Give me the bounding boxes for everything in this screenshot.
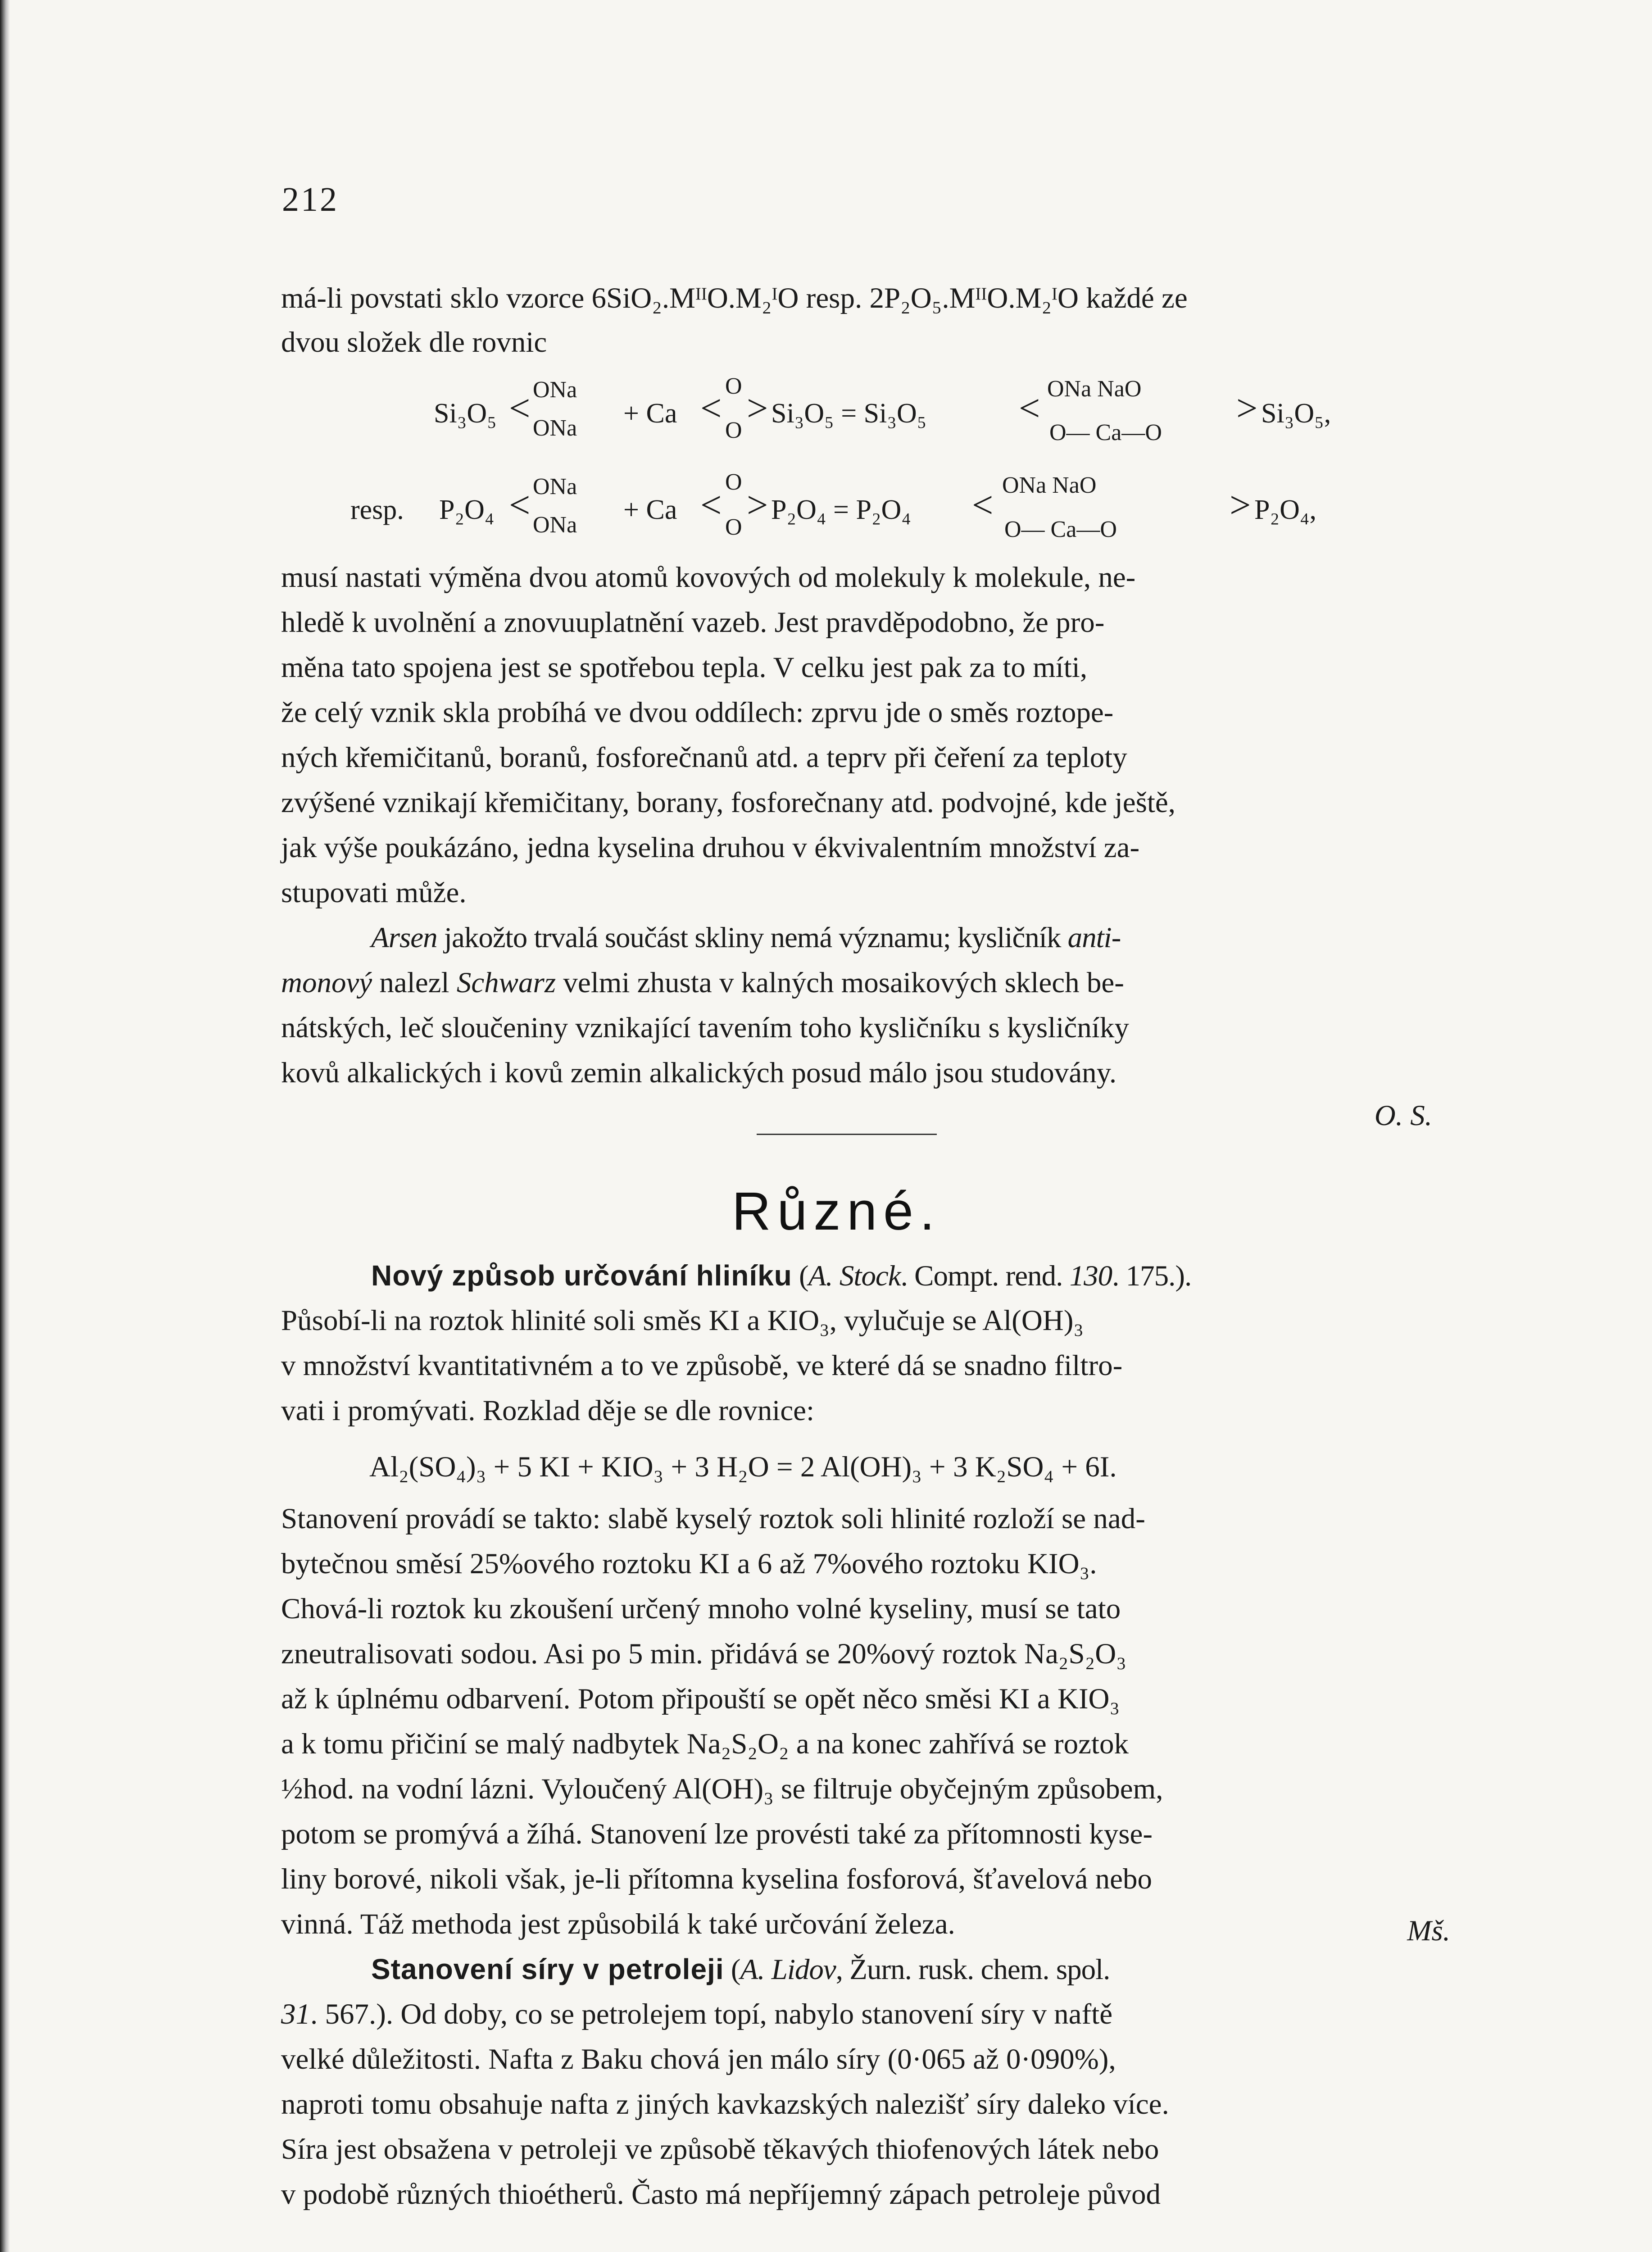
p1-line: že celý vznik skla probíhá ve dvou oddílech: zprvu jde o směs roztope- [281, 696, 1114, 729]
p1-line: zvýšené vznikají křemičitany, borany, fosforečnany atd. podvojné, kde ještě, [281, 786, 1176, 819]
section-title: Různé. [732, 1181, 941, 1241]
eq1-ona-top: ONa [533, 377, 577, 403]
eq1-plus-ca: + Ca [623, 398, 677, 429]
a1-line: vinná. Táž methoda jest způsobilá k také určování železa. [281, 1908, 955, 1940]
article-2-l2-text: . 567.). Od doby, co se petrolejem topí, nabylo stanovení síry v naftě [310, 1998, 1113, 2030]
term-anti: anti- [1067, 922, 1121, 954]
article-1-heading-line [371, 1261, 1551, 1291]
p1-line: hledě k uvolnění a znovuuplatnění vazeb. Jest pravděpodobno, že pro- [281, 606, 1105, 639]
eq2-ona-top: ONa [533, 474, 577, 499]
eq2-right-bottom: O— Ca—O [1004, 517, 1117, 542]
article-2-author: A. Lidov [740, 1953, 836, 1986]
eq1-end: Si₃O₅, [1261, 398, 1331, 429]
a1-line: zneutralisovati sodou. Asi po 5 min. přidává se 20%ový roztok Na₂S₂O₃ [281, 1638, 1126, 1670]
p2-l2-text: nalezl [372, 967, 457, 999]
a2-line-2 [281, 2000, 1461, 2029]
article-2-volume: 31 [281, 1998, 310, 2030]
eq1-o-bottom: O [725, 418, 742, 443]
article-1-cite-open: ( [799, 1260, 808, 1292]
signature-os: O. S. [1374, 1099, 1432, 1132]
eq1-bracket-3: > [747, 387, 768, 429]
eq2-plus-ca: + Ca [623, 495, 677, 525]
eq1-o-top: O [725, 373, 742, 399]
eq2-bracket-5: > [1230, 484, 1251, 526]
article-2-cite-open: ( [724, 1953, 740, 1986]
eq1-bracket-2: < [700, 387, 722, 429]
a1-line: Stanovení provádí se takto: slabě kyselý roztok soli hlinité rozloží se nad- [281, 1503, 1145, 1535]
section-divider [757, 1134, 937, 1135]
eq2-right-top: ONa NaO [1002, 472, 1097, 498]
eq2-bracket-3: > [747, 484, 768, 526]
intro-line-2: dvou složek dle rovnic [281, 326, 547, 359]
eq1-right-bottom: O— Ca—O [1049, 420, 1162, 445]
page-number: 212 [282, 181, 339, 218]
article-2-heading-line [371, 1955, 1551, 1984]
eq2-left: P₂O₄ [439, 495, 495, 525]
p2-line-1 [371, 923, 1551, 953]
eq2-o-top: O [725, 469, 742, 495]
article-1-author: A. Stock [808, 1260, 901, 1292]
a1-line: a k tomu přičiní se malý nadbytek Na₂S₂O₂ a na konec zahřívá se roztok [281, 1728, 1129, 1760]
a2-line: naproti tomu obsahuje nafta z jiných kavkazských nalezišť síry daleko více. [281, 2088, 1169, 2120]
p2-l1-text: jakožto trvalá součást skliny nemá významu; kysličník [437, 922, 1068, 954]
p1-line: měna tato spojena jest se spotřebou tepla. V celku jest pak za to míti, [281, 651, 1088, 684]
eq2-resp: resp. [350, 495, 404, 525]
eq1-bracket-1: < [509, 387, 531, 429]
article-1-volume: 130 [1069, 1260, 1112, 1292]
article-2-cite: , Žurn. rusk. chem. spol. [835, 1953, 1110, 1986]
a1-line: potom se promývá a žíhá. Stanovení lze provésti také za přítomnosti kyse- [281, 1818, 1153, 1850]
p1-line: musí nastati výměna dvou atomů kovových od molekuly k molekule, ne- [281, 561, 1136, 594]
eq1-ona-bottom: ONa [533, 415, 577, 441]
article-1-cite-end: . 175.). [1112, 1260, 1192, 1292]
article-2-heading: Stanovení síry v petroleji [371, 1953, 724, 1985]
a1-equation: Al₂(SO₄)₃ + 5 KI + KIO₃ + 3 H₂O = 2 Al(OH)₃ + 3 K₂SO₄ + 6I. [369, 1451, 1117, 1483]
term-monovy: monový [281, 967, 372, 999]
a2-line: Síra jest obsažena v petroleji ve způsobě těkavých thiofenových látek nebo [281, 2133, 1159, 2166]
eq1-bracket-5: > [1236, 387, 1258, 429]
eq2-o-bottom: O [725, 514, 742, 540]
eq2-products: P₂O₄ = P₂O₄ [771, 495, 911, 525]
a1-line: vati i promývati. Rozklad děje se dle rovnice: [281, 1394, 815, 1427]
a1-line: až k úplnému odbarvení. Potom připouští se opět něco směsi KI a KIO₃ [281, 1683, 1120, 1715]
p2-l2-rest: velmi zhusta v kalných mosaikových sklech be- [556, 967, 1124, 999]
eq2-bracket-2: < [700, 484, 722, 526]
p2-line-4: kovů alkalických i kovů zemin alkalických posud málo jsou studovány. [281, 1057, 1117, 1089]
eq1-bracket-4: < [1019, 387, 1040, 429]
a1-line: ½hod. na vodní lázni. Vyloučený Al(OH)₃ se filtruje obyčejným způsobem, [281, 1773, 1163, 1805]
eq1-right-top: ONa NaO [1047, 376, 1142, 402]
eq1-left: Si₃O₅ [434, 398, 497, 429]
article-1-cite: . Compt. rend. [900, 1260, 1070, 1292]
intro-line-1: má-li povstati sklo vzorce 6SiO₂.MᴵᴵO.M₂ᴵO resp. 2P₂O₅.MᴵᴵO.M₂ᴵO každé ze [281, 282, 1188, 314]
eq2-bracket-4: < [972, 484, 994, 526]
eq2-bracket-1: < [509, 484, 531, 526]
article-1-heading: Nový způsob určování hliníku [371, 1259, 792, 1292]
eq1-products: Si₃O₅ = Si₃O₅ [771, 398, 927, 429]
page-edge-shadow [0, 0, 10, 2252]
term-arsen: Arsen [371, 922, 437, 954]
eq2-ona-bottom: ONa [533, 512, 577, 538]
a1-line: liny borové, nikoli však, je-li přítomna kyselina fosforová, šťavelová nebo [281, 1863, 1153, 1895]
p1-line: ných křemičitanů, boranů, fosforečnanů atd. a teprv při čeření za teploty [281, 741, 1127, 774]
p1-line: stupovati může. [281, 876, 467, 909]
p1-line: jak výše poukázáno, jedna kyselina druhou v ékvivalentním množství za- [281, 831, 1140, 864]
a2-line: velké důležitosti. Nafta z Baku chová jen málo síry (0·065 až 0·090%), [281, 2043, 1116, 2075]
p2-line-3: nátských, leč sloučeniny vznikající tavením toho kysličníku s kysličníky [281, 1012, 1129, 1044]
a1-line: Chová-li roztok ku zkoušení určený mnoho volné kyseliny, musí se tato [281, 1593, 1121, 1625]
signature-ms: Mš. [1407, 1915, 1450, 1947]
a1-line: v množství kvantitativném a to ve způsobě, ve které dá se snadno filtro- [281, 1349, 1123, 1382]
a1-line: Působí-li na roztok hlinité soli směs KI a KIO₃, vylučuje se Al(OH)₃ [281, 1304, 1084, 1337]
p2-line-2 [281, 968, 1461, 998]
a1-line: bytečnou směsí 25%ového roztoku KI a 6 až 7%ového roztoku KIO₃. [281, 1548, 1097, 1580]
eq2-end: P₂O₄, [1254, 495, 1316, 525]
author-schwarz: Schwarz [456, 967, 556, 999]
a2-line: v podobě různých thioétherů. Často má nepříjemný zápach petroleje původ [281, 2178, 1161, 2211]
